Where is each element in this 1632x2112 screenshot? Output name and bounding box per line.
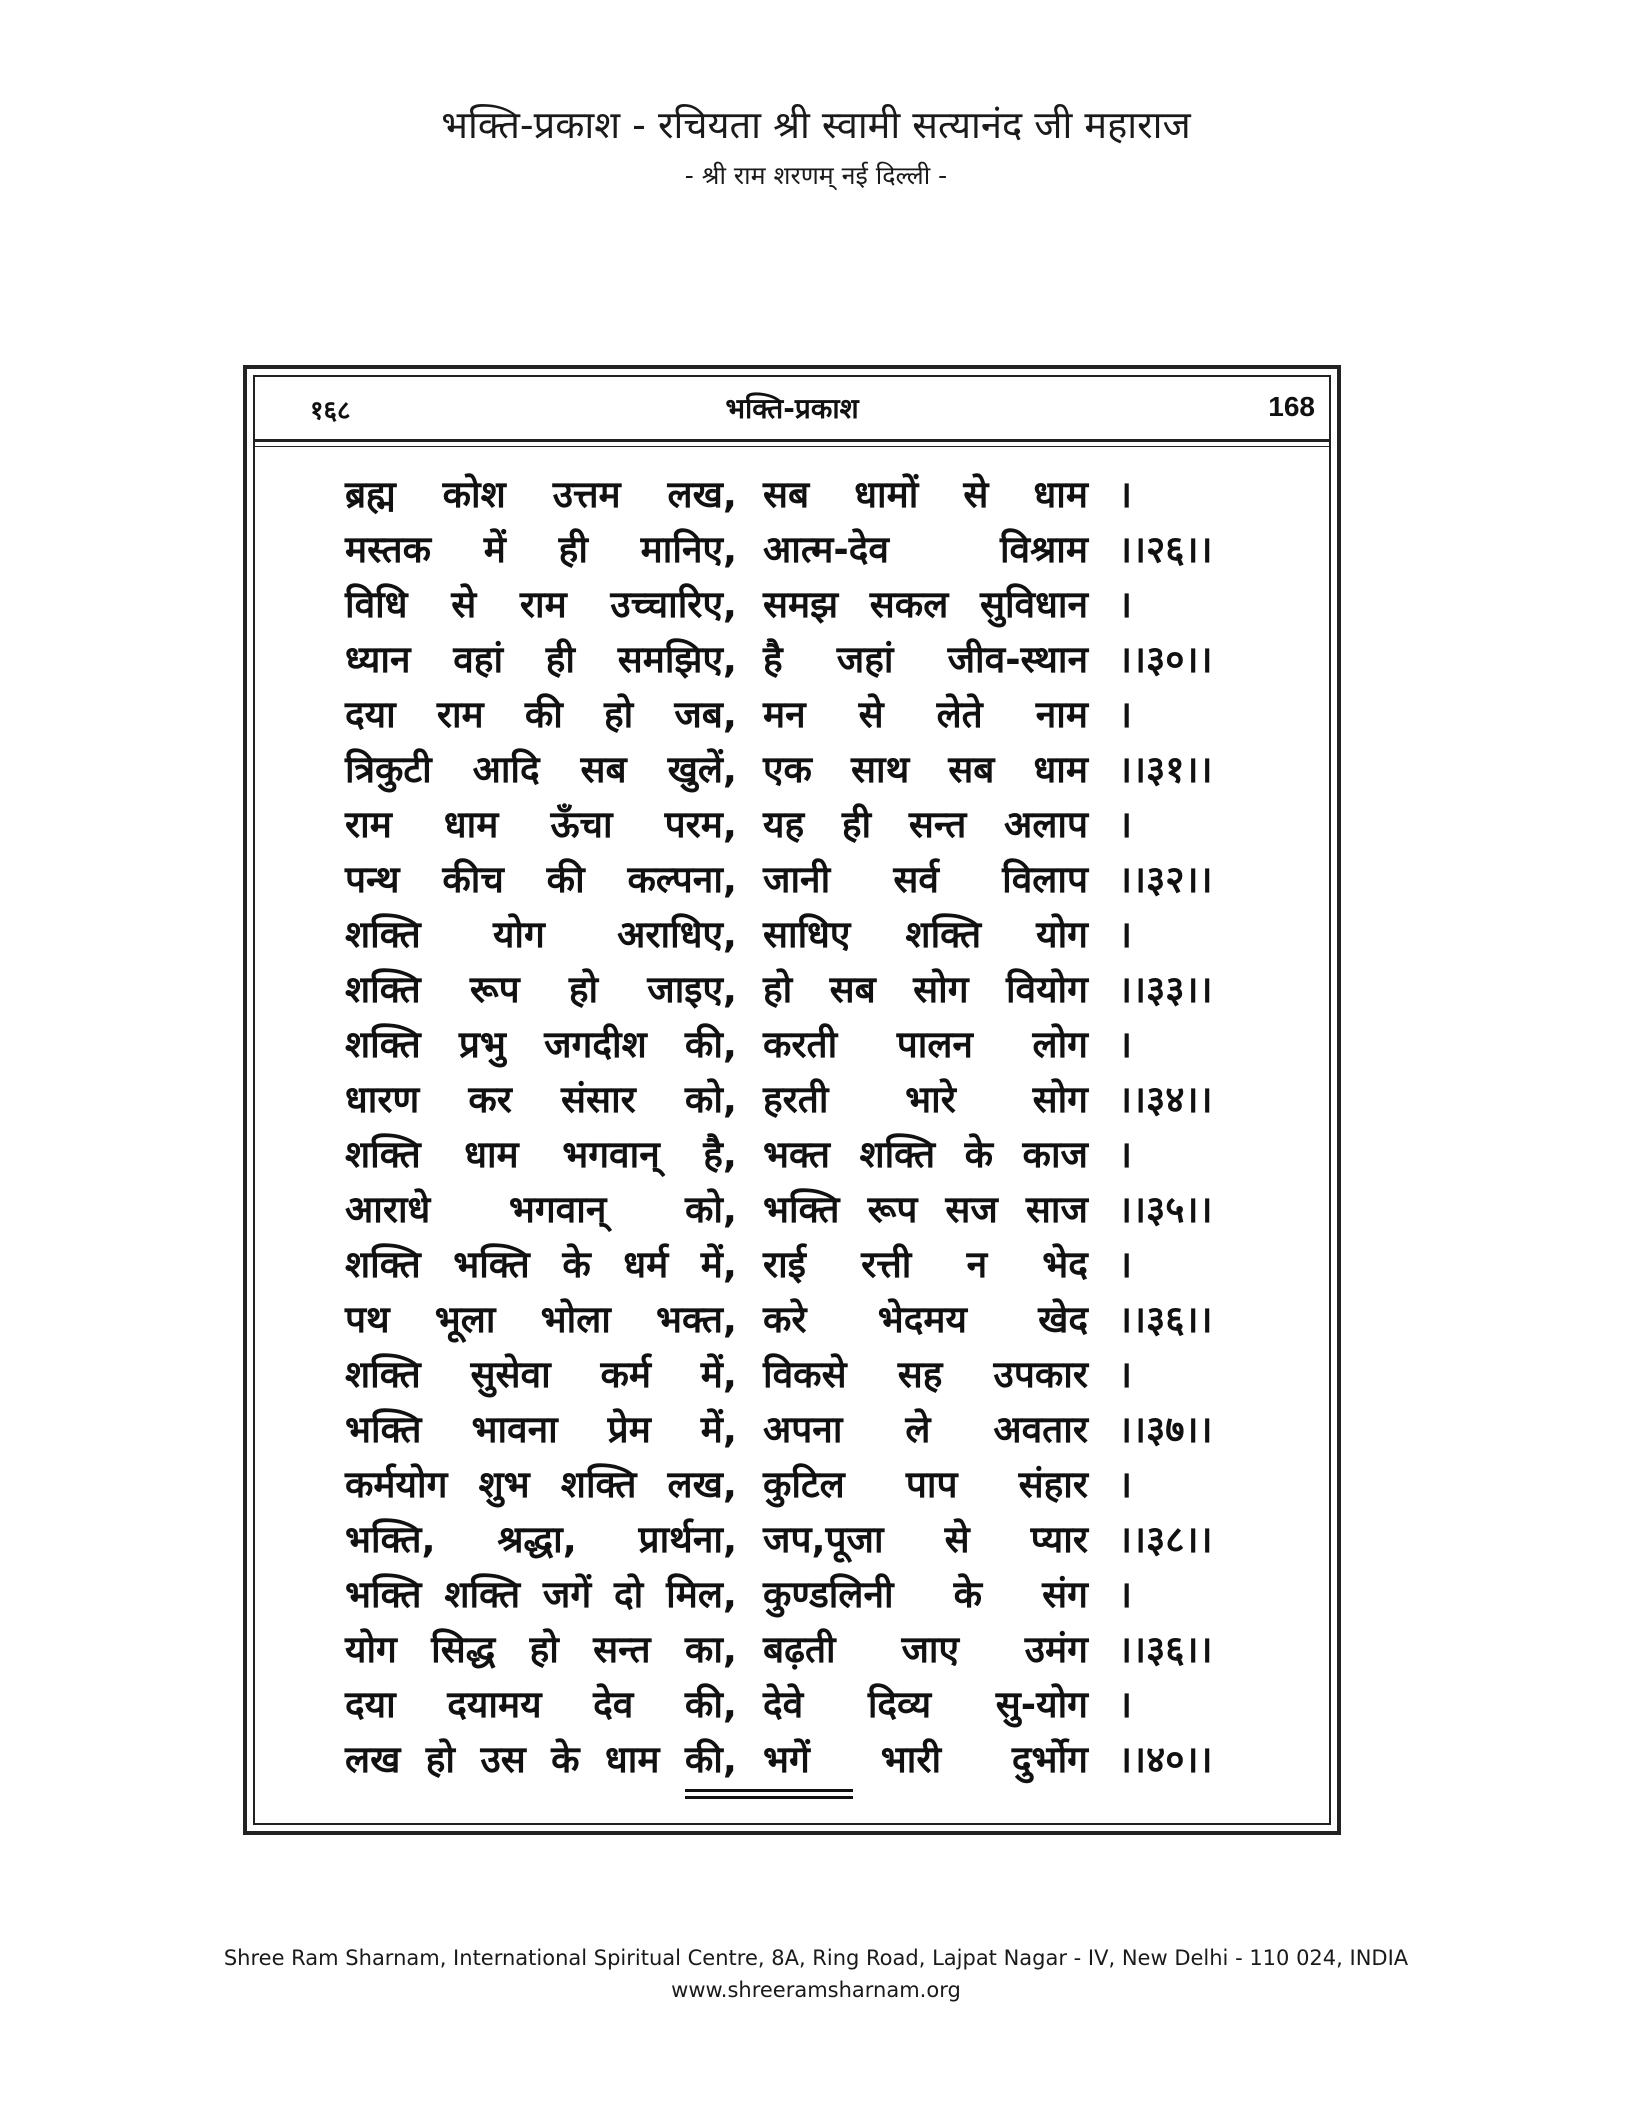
verse-word: योग — [492, 913, 545, 956]
document-subtitle: - श्री राम शरणम् नई दिल्ली - — [684, 161, 948, 190]
verse-word: शक्ति — [345, 1023, 421, 1066]
verse-word: की — [524, 693, 563, 736]
verse-word: रत्ती — [861, 1243, 912, 1286]
verse-first-half — [345, 1567, 737, 1618]
verse-word: पाप — [905, 1463, 958, 1506]
verse-second-half — [763, 1072, 1088, 1123]
verse-second-half — [763, 1127, 1088, 1178]
verse-word: पालन — [896, 1023, 973, 1066]
verse-word: सब — [829, 968, 876, 1011]
verse-line — [345, 905, 1285, 960]
verse-word: शक्ति — [345, 968, 421, 1011]
verse-word: प्यार — [1030, 1518, 1088, 1561]
verse-end-mark: । — [1118, 1133, 1133, 1176]
verse-word: भक्ति, — [345, 1518, 436, 1561]
verse-second-half — [763, 1292, 1088, 1343]
verse-line — [345, 1730, 1285, 1785]
verse-word: समझिए, — [617, 638, 737, 681]
verse-end-mark: । — [1118, 803, 1133, 846]
footer-website: www.shreeramsharnam.org — [671, 1978, 961, 2002]
verse-end-mark: ।।३६।। — [1118, 1298, 1213, 1341]
verse-word: पथ — [345, 1298, 390, 1341]
verse-end-mark: । — [1118, 1243, 1133, 1286]
verse-word: मिल, — [666, 1573, 737, 1616]
verse-word: देवे — [763, 1683, 804, 1726]
verse-word: को, — [684, 1078, 737, 1121]
verse-word: दिव्य — [867, 1683, 932, 1726]
verse-end-mark: । — [1118, 1353, 1133, 1396]
verse-word: भगें — [763, 1738, 810, 1781]
verse-word: जगें — [542, 1573, 592, 1616]
verse-line — [345, 795, 1285, 850]
document-title: भक्ति-प्रकाश - रचियता श्री स्वामी सत्यानंद जी महाराज — [441, 103, 1191, 147]
verse-first-half — [345, 577, 737, 628]
verse-word: त्रिकुटी — [345, 748, 432, 791]
verse-word: राई — [763, 1243, 806, 1286]
verse-end-mark: । — [1118, 583, 1133, 626]
verse-second-half — [763, 1567, 1088, 1618]
verse-end-mark: ।।३६।। — [1118, 1628, 1213, 1671]
footer-address: Shree Ram Sharnam, International Spiritual Centre, 8A, Ring Road, Lajpat Nagar - IV, New Delhi - 110 024, INDIA — [223, 1946, 1409, 1970]
verse-end-mark: ।।३५।। — [1118, 1188, 1213, 1231]
verse-first-half — [345, 522, 737, 573]
verse-end-mark: । — [1118, 1683, 1133, 1726]
verse-word: साथ — [850, 748, 910, 791]
verse-end-mark: ।।३३।। — [1118, 968, 1213, 1011]
verse-word: धाम — [1033, 748, 1088, 791]
verse-word: सन्त — [593, 1628, 651, 1671]
verse-word: ही — [558, 528, 588, 571]
verse-word: सु-योग — [995, 1683, 1088, 1726]
verse-word: बढ़ती — [763, 1628, 836, 1671]
page-number-devanagari: १६८ — [310, 396, 351, 426]
verse-word: जानी — [763, 858, 831, 901]
verse-first-half — [345, 1622, 737, 1673]
verse-line — [345, 1455, 1285, 1510]
verse-first-half — [345, 1182, 737, 1233]
verse-word: धारण — [345, 1078, 420, 1121]
verse-word: अलाप — [1004, 803, 1088, 846]
verse-word: मन — [763, 693, 806, 736]
verse-word: लख, — [667, 473, 737, 516]
verse-second-half — [763, 687, 1088, 738]
verse-line — [345, 1290, 1285, 1345]
verse-line — [345, 520, 1285, 575]
verse-word: करे — [763, 1298, 807, 1341]
verse-word: शक्ति — [444, 1573, 521, 1616]
verse-end-mark: ।।३७।। — [1118, 1408, 1213, 1451]
verse-word: संहार — [1018, 1463, 1088, 1506]
verse-second-half — [763, 852, 1088, 903]
verse-first-half — [345, 467, 737, 518]
verse-word: कर्मयोग — [345, 1463, 448, 1506]
verse-word: साज — [1025, 1188, 1088, 1231]
verse-end-mark: । — [1118, 473, 1133, 516]
verse-first-half — [345, 1237, 737, 1288]
verse-word: से — [858, 693, 884, 736]
verse-word: उत्तम — [552, 473, 621, 516]
verse-word: दया — [345, 1683, 396, 1726]
verse-word: धर्म — [623, 1243, 669, 1286]
verse-word: कोश — [442, 473, 506, 516]
verse-first-half — [345, 797, 737, 848]
verse-second-half — [763, 1237, 1088, 1288]
verse-second-half — [763, 1677, 1088, 1728]
verse-word: हो — [568, 968, 599, 1011]
verse-word: दो — [614, 1573, 644, 1616]
verse-line — [345, 630, 1285, 685]
verse-end-mark: ।।३८।। — [1118, 1518, 1213, 1561]
verse-word: देव — [593, 1683, 634, 1726]
verse-first-half — [345, 907, 737, 958]
verse-word: से — [944, 1518, 970, 1561]
verse-word: धामों — [854, 473, 919, 516]
verse-word: ऊँचा — [550, 803, 613, 846]
verse-word: राम — [519, 583, 567, 626]
verse-end-mark: ।।३१।। — [1118, 748, 1213, 791]
verse-word: भेद — [1042, 1243, 1088, 1286]
verse-word: लख, — [667, 1463, 737, 1506]
verse-word: के — [964, 1133, 994, 1176]
verse-word: भक्त — [763, 1133, 830, 1176]
verse-word: दयामय — [447, 1683, 542, 1726]
verse-word: आदि — [472, 748, 540, 791]
verse-end-mark: ।।३४।। — [1118, 1078, 1213, 1121]
verse-word: के — [562, 1243, 591, 1286]
verse-word: जाए — [901, 1628, 959, 1671]
verse-second-half — [763, 742, 1088, 793]
verse-word: का, — [684, 1628, 737, 1671]
verse-second-half — [763, 1182, 1088, 1233]
verse-word: अराधिए, — [617, 913, 737, 956]
verse-word: भक्त, — [656, 1298, 737, 1341]
verse-line — [345, 1510, 1285, 1565]
verse-word: भक्ति — [345, 1408, 422, 1451]
verse-word: राम — [345, 803, 392, 846]
verse-word: को, — [684, 1188, 737, 1231]
verse-word: दुर्भोग — [1011, 1738, 1088, 1781]
verse-word: जप,पूजा — [763, 1518, 884, 1561]
verse-line — [345, 1345, 1285, 1400]
verse-end-mark: ।।३२।। — [1118, 858, 1213, 901]
verse-first-half — [345, 742, 737, 793]
verse-word: रूप — [867, 1188, 918, 1231]
verse-first-half — [345, 1677, 737, 1728]
verse-line — [345, 685, 1285, 740]
verse-word: शुभ — [478, 1463, 530, 1506]
verse-line — [345, 1070, 1285, 1125]
verse-word: शक्ति — [905, 913, 982, 956]
verse-line — [345, 1675, 1285, 1730]
verse-word: सर्व — [893, 858, 939, 901]
verse-end-mark: ।।३०।। — [1118, 638, 1213, 681]
verse-word: की, — [684, 1683, 737, 1726]
verse-word: से — [963, 473, 989, 516]
verse-word: खेद — [1038, 1298, 1088, 1341]
verse-word: शक्ति — [345, 1243, 421, 1286]
verse-word: उपकार — [993, 1353, 1088, 1396]
verse-word: सोग — [1032, 1078, 1088, 1121]
verse-word: धाम — [443, 803, 499, 846]
verse-word: आराधे — [345, 1188, 431, 1231]
verse-word: धाम — [464, 1133, 519, 1176]
verse-word: उस — [480, 1738, 526, 1781]
verse-word: में, — [700, 1408, 737, 1451]
verse-end-mark: । — [1118, 1023, 1133, 1066]
verse-line — [345, 1620, 1285, 1675]
verse-word: भावना — [471, 1408, 558, 1451]
verse-word: विकसे — [763, 1353, 847, 1396]
verse-second-half — [763, 632, 1088, 683]
book-page-frame — [243, 365, 1341, 1835]
page-number: 168 — [1268, 391, 1315, 422]
verse-word: ही — [841, 803, 872, 846]
verse-second-half — [763, 1622, 1088, 1673]
verse-second-half — [763, 1457, 1088, 1508]
verse-word: है — [763, 638, 783, 681]
verse-word: यह — [763, 803, 805, 846]
end-rule-divider — [685, 1789, 853, 1799]
verse-word: भारी — [880, 1738, 942, 1781]
verse-word: विधि — [345, 583, 408, 626]
verse-word: सिद्ध — [431, 1628, 496, 1671]
verse-line — [345, 1565, 1285, 1620]
verse-end-mark: । — [1118, 693, 1133, 736]
verse-first-half — [345, 1457, 737, 1508]
verse-line — [345, 465, 1285, 520]
verse-word: संसार — [561, 1078, 636, 1121]
verse-word: के — [551, 1738, 580, 1781]
verse-word: रूप — [469, 968, 520, 1011]
verse-word: करती — [763, 1023, 838, 1066]
verse-word: शक्ति — [345, 913, 421, 956]
verse-word: भक्ति — [763, 1188, 840, 1231]
verse-word: हो — [529, 1628, 559, 1671]
verse-second-half — [763, 1402, 1088, 1453]
verse-word: विलाप — [1002, 858, 1088, 901]
verse-first-half — [345, 1292, 737, 1343]
verse-word: अपना — [763, 1408, 843, 1451]
verse-word: संग — [1042, 1573, 1088, 1616]
verse-first-half — [345, 1512, 737, 1563]
verse-word: सज — [945, 1188, 998, 1231]
verse-word: जाइए, — [647, 968, 737, 1011]
verse-word: न — [966, 1243, 988, 1286]
verse-word: नाम — [1035, 693, 1088, 736]
verse-word: के — [953, 1573, 983, 1616]
document-header — [0, 100, 1632, 196]
verse-word: भूला — [434, 1298, 496, 1341]
verse-end-mark: । — [1118, 1463, 1133, 1506]
verse-word: शक्ति — [560, 1463, 637, 1506]
verse-word: की — [546, 858, 585, 901]
verse-end-mark: । — [1118, 1573, 1133, 1616]
verse-word: वहां — [453, 638, 504, 681]
verse-first-half — [345, 1072, 737, 1123]
verse-second-half — [763, 907, 1088, 958]
verse-word: सन्त — [908, 803, 967, 846]
verse-word: कर — [468, 1078, 512, 1121]
book-page-inner-frame — [253, 375, 1331, 1825]
verse-word: भक्ति — [345, 1573, 422, 1616]
verse-word: मस्तक — [345, 528, 432, 571]
verse-word: जहां — [836, 638, 894, 681]
verse-word: श्रद्धा, — [497, 1518, 577, 1561]
verse-second-half — [763, 577, 1088, 628]
verse-first-half — [345, 852, 737, 903]
verse-second-half — [763, 797, 1088, 848]
verse-word: अवतार — [993, 1408, 1088, 1451]
verse-word: पन्थ — [345, 858, 400, 901]
verse-word: हरती — [763, 1078, 829, 1121]
verse-word: सकल — [869, 583, 949, 626]
verse-word: भगवान् — [508, 1188, 607, 1231]
verse-word: राम — [436, 693, 484, 736]
verse-word: भोला — [540, 1298, 611, 1341]
verse-word: सह — [897, 1353, 943, 1396]
verse-word: प्रभु — [458, 1023, 506, 1066]
verse-line — [345, 960, 1285, 1015]
verse-first-half — [345, 1402, 737, 1453]
verse-word: की, — [684, 1738, 737, 1781]
verse-word: सब — [580, 748, 627, 791]
verse-end-mark: । — [1118, 913, 1133, 956]
verse-word: सब — [948, 748, 995, 791]
verse-word: मानिए, — [640, 528, 737, 571]
verse-first-half — [345, 1127, 737, 1178]
verse-word: उमंग — [1024, 1628, 1088, 1671]
verse-word: उच्चारिए, — [610, 583, 737, 626]
verse-word: है, — [703, 1133, 737, 1176]
verse-word: कुण्डलिनी — [763, 1573, 894, 1616]
verse-line — [345, 850, 1285, 905]
verse-word: काज — [1022, 1133, 1088, 1176]
book-page-header — [255, 377, 1329, 442]
verse-word: सब — [763, 473, 810, 516]
verse-first-half — [345, 1017, 737, 1068]
verse-word: एक — [763, 748, 812, 791]
verse-word: में — [483, 528, 506, 571]
verse-line — [345, 575, 1285, 630]
verse-line — [345, 1125, 1285, 1180]
verse-word: सुसेवा — [470, 1353, 551, 1396]
verse-word: जगदीश — [544, 1023, 647, 1066]
verse-line — [345, 1180, 1285, 1235]
verse-word: वियोग — [1005, 968, 1088, 1011]
verse-second-half — [763, 1512, 1088, 1563]
verse-word: प्रार्थना, — [638, 1518, 737, 1561]
verse-word: प्रेम — [607, 1408, 651, 1451]
verse-word: योग — [345, 1628, 397, 1671]
verse-word: हो — [425, 1738, 456, 1781]
verse-end-mark: ।।२६।। — [1118, 528, 1213, 571]
verse-word: शक्ति — [345, 1353, 421, 1396]
verse-list — [345, 465, 1285, 1785]
verse-first-half — [345, 687, 737, 738]
verse-word: भक्ति — [453, 1243, 530, 1286]
verse-word: ले — [905, 1408, 931, 1451]
verse-first-half — [345, 1347, 737, 1398]
verse-word: भगवान् — [562, 1133, 660, 1176]
verse-word: लख — [345, 1738, 401, 1781]
verse-line — [345, 1400, 1285, 1455]
verse-second-half — [763, 1347, 1088, 1398]
verse-word: समझ — [763, 583, 839, 626]
verse-second-half — [763, 1732, 1088, 1783]
verse-word: धाम — [1033, 473, 1088, 516]
verse-word: ही — [545, 638, 576, 681]
verse-word: लेते — [936, 693, 983, 736]
verse-word: ब्रह्म — [345, 473, 396, 516]
verse-second-half — [763, 962, 1088, 1013]
verse-word: सोग — [913, 968, 969, 1011]
verse-first-half — [345, 962, 737, 1013]
verse-word: शक्ति — [345, 1133, 421, 1176]
verse-word: शक्ति — [859, 1133, 936, 1176]
verse-word: परम, — [664, 803, 737, 846]
verse-word: कुटिल — [763, 1463, 845, 1506]
verse-word: से — [451, 583, 477, 626]
verse-word: हो — [763, 968, 793, 1011]
verse-word: सुविधान — [979, 583, 1088, 626]
page-footer — [0, 1942, 1632, 2006]
verse-word: भारे — [905, 1078, 956, 1121]
verse-second-half — [763, 522, 1088, 573]
verse-first-half — [345, 1732, 737, 1783]
verse-second-half — [763, 467, 1088, 518]
verse-word: में, — [700, 1243, 737, 1286]
verse-word: कर्म — [600, 1353, 651, 1396]
verse-end-mark: ।।४०।। — [1118, 1738, 1213, 1781]
verse-line — [345, 1015, 1285, 1070]
verse-word: साधिए — [763, 913, 851, 956]
verse-word: भेदमय — [877, 1298, 967, 1341]
verse-word: जब, — [674, 693, 737, 736]
verse-first-half — [345, 632, 737, 683]
verse-word: खुलें, — [667, 748, 737, 791]
verse-second-half — [763, 1017, 1088, 1068]
verse-word: ध्यान — [345, 638, 411, 681]
verse-word: की, — [684, 1023, 737, 1066]
verse-line — [345, 1235, 1285, 1290]
verse-word: विश्राम — [999, 528, 1088, 571]
verse-word: कीच — [442, 858, 504, 901]
verse-word: योग — [1036, 913, 1088, 956]
verse-word: दया — [345, 693, 396, 736]
verse-word: धाम — [605, 1738, 660, 1781]
verse-word: हो — [603, 693, 634, 736]
running-title: भक्ति-प्रकाश — [725, 392, 859, 425]
verse-word: जीव-स्थान — [947, 638, 1088, 681]
verse-line — [345, 740, 1285, 795]
verse-word: में, — [700, 1353, 737, 1396]
verse-word: कल्पना, — [627, 858, 737, 901]
verse-word: लोग — [1032, 1023, 1088, 1066]
verse-word: आत्म-देव — [763, 528, 889, 571]
